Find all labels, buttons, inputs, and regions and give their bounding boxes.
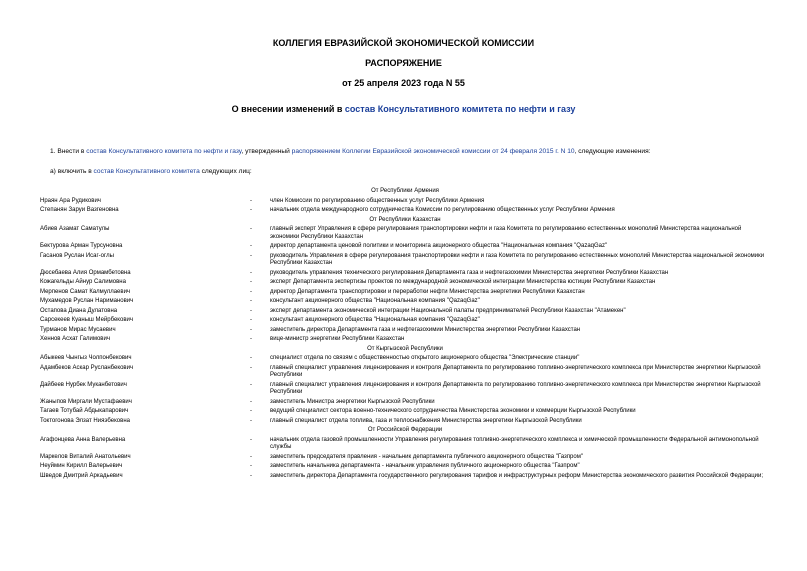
member-row: [40, 381, 770, 398]
member-row: [40, 252, 770, 269]
member-row: [40, 316, 770, 326]
member-name: Хеннов Асхат Галимович: [40, 336, 110, 342]
member-name: Остапова Диана Дулатовна: [40, 307, 118, 314]
p2-text-a: а) включить в: [50, 168, 94, 175]
member-dash: -: [250, 336, 252, 342]
member-name: Дюсебаева Алия Ормамбетовна: [40, 269, 131, 276]
member-dash: -: [250, 472, 252, 479]
member-name: Агафонцева Анна Валерьевна: [40, 436, 126, 443]
p1-link-committee[interactable]: состав Консультативного комитета по нефти и газу: [86, 148, 242, 155]
member-name: Дайбеев Нурбек Муканбетович: [40, 381, 127, 388]
p1-text-c: , утвержденный: [241, 148, 292, 155]
section-title: От Российской Федерации: [367, 427, 443, 433]
member-position: заместитель Министра энергетики Кыргызской Республики: [270, 398, 435, 405]
member-dash: -: [250, 269, 252, 276]
p2-text-c: следующих лиц:: [199, 168, 252, 175]
member-row: [40, 288, 770, 298]
member-name: Кожагельды Айнур Салимовна: [40, 279, 126, 285]
member-position: заместитель начальника департамента - начальник управления публичного акционерного общества "Газпром": [270, 463, 580, 469]
document-date: от 25 апреля 2023 года N 55: [342, 78, 465, 88]
p1-text-a: 1. Внести в: [50, 148, 87, 155]
member-dash: -: [250, 226, 252, 232]
member-row: [40, 242, 770, 252]
member-position: заместитель директора Департамента государственного регулирования тарифов и инфраструктурных реформ Министерства экономического развития Российской Федерации;: [270, 472, 764, 479]
member-row: [40, 354, 770, 364]
member-name: Мухамедов Руслан Нариманович: [40, 298, 134, 304]
member-name: Токтогонова Элзат Нияэбековна: [40, 417, 130, 424]
paragraph-2: [50, 168, 252, 175]
member-position: член Комиссии по регулированию общественных услуг Республики Армения: [270, 197, 485, 204]
member-position: эксперт департамента экономической интеграции Национальной палаты предпринимателей Республики Казахстан "Атамекен": [270, 307, 626, 314]
section-title: От Республики Казахстан: [369, 216, 441, 223]
member-dash: -: [250, 307, 252, 314]
member-name: Абыкеев Чынгыз Чолпонбекович: [40, 355, 132, 361]
member-position: директор департамента ценовой политики и мониторинга акционерного общества "Национальная компания "QazaqGaz": [270, 243, 608, 249]
member-position: главный специалист управления лицензирования и контроля Департамента по регулированию топливно-энергетического комплекса при Министерстве энергетики Кыргызской Республики: [270, 364, 761, 378]
member-position: руководитель управления технического регулирования Департамента газа и нефтегазохимии Министерства энергетики Республики Казахстан: [270, 269, 669, 276]
member-row: [40, 453, 770, 463]
member-name: Турманов Мирас Мусаевич: [40, 326, 116, 333]
p2-link-committee[interactable]: состав Консультативного комитета: [93, 168, 200, 175]
member-dash: -: [250, 317, 252, 323]
section-title: От Республики Армения: [371, 188, 439, 194]
member-dash: -: [250, 288, 252, 295]
member-row: [40, 335, 770, 345]
member-name: Абиев Азамат Саматулы: [40, 226, 110, 232]
section-header: [40, 426, 770, 436]
member-position: директор Департамента транспортировки и переработки нефти Министерства энергетики Республики Казахстан: [270, 288, 585, 295]
org-title: КОЛЛЕГИЯ ЕВРАЗИЙСКОЙ ЭКОНОМИЧЕСКОЙ КОМИССИИ: [272, 38, 535, 48]
member-position: консультант акционерного общества "Национальная компания "QazaqGaz": [270, 317, 480, 323]
member-dash: -: [250, 298, 252, 304]
member-name: Сарсекеев Куаныш Мейрбекович: [40, 317, 133, 323]
member-row: [40, 364, 770, 381]
member-row: [40, 462, 770, 472]
section-header: [40, 187, 770, 197]
p1-link-order[interactable]: распоряжением Коллегии Евразийской экономической комиссии от 24 февраля 2015 г. N 10: [291, 148, 575, 155]
member-dash: -: [250, 355, 252, 361]
member-name: Бектурова Арман Турсуновна: [40, 243, 123, 249]
member-position: специалист отдела по связям с общественностью открытого акционерного общества "Электрические станции": [270, 355, 580, 361]
member-row: [40, 398, 770, 408]
member-position: начальник отдела газовой промышленности Управления регулирования топливно-энергетического комплекса и химической промышленности Федеральной антимонопольной службы: [270, 436, 759, 450]
member-row: [40, 436, 770, 453]
section-title: От Кыргызской Республики: [367, 345, 443, 352]
member-row: [40, 197, 770, 207]
member-name: Маркелов Виталий Анатольевич: [40, 453, 131, 460]
document-type: РАСПОРЯЖЕНИЕ: [365, 58, 442, 68]
member-position: консультант акционерного общества "Национальная компания "QazaqGaz": [270, 298, 480, 304]
section-header: [40, 345, 770, 355]
member-position: главный эксперт Управления в сфере регулирования транспортировки нефти и газа Комитета по регулированию естественных монополий Министерства национальной экономики Республики Казахстан: [270, 226, 742, 240]
member-dash: -: [250, 207, 252, 213]
member-name: Тагаев Тотубай Абдыкапарович: [40, 408, 129, 414]
member-dash: -: [250, 252, 252, 259]
member-dash: -: [250, 398, 252, 405]
member-name: Жаныпов Миргали Мустафаевич: [40, 398, 132, 405]
member-row: [40, 307, 770, 317]
member-row: [40, 297, 770, 307]
member-position: ведущий специалист сектора военно-технического сотрудничества Министерства экономики и коммерции Кыргызской Республики: [270, 408, 636, 414]
member-dash: -: [250, 381, 252, 388]
paragraph-1: [50, 148, 651, 155]
p1-text-e: , следующие изменения:: [574, 148, 651, 155]
member-name: Мерпенов Самат Калмуллаевич: [40, 288, 131, 295]
member-position: эксперт Департамента экспертизы проектов по международной экономической интеграции Министерства юстиции Республики Казахстан: [270, 279, 656, 285]
member-name: Неуймин Кирилл Валерьевич: [40, 463, 123, 469]
heading-prefix: О внесении изменений в: [231, 104, 345, 114]
member-dash: -: [250, 243, 252, 249]
member-dash: -: [250, 463, 252, 469]
members-table: [40, 187, 770, 481]
member-row: [40, 278, 770, 288]
member-position: начальник отдела международного сотрудничества Комиссии по регулированию общественных услуг Республики Армения: [270, 207, 615, 213]
member-name: Шведов Дмитрий Аркадьевич: [40, 472, 123, 479]
member-name: Нраян Ара Рудикович: [40, 197, 101, 204]
member-name: Степанян Заруи Вазгеновна: [40, 207, 119, 213]
member-row: [40, 417, 770, 427]
document-heading: [0, 104, 807, 114]
member-position: руководитель Управления в сфере регулирования транспортировки нефти и газа Комитета по регулированию естественных монополий Министерства национальной экономики Республики Казахстан: [270, 252, 765, 266]
member-dash: -: [250, 364, 252, 371]
member-position: заместитель директора Департамента газа и нефтегазохимии Министерства энергетики Республики Казахстан: [270, 326, 581, 333]
member-dash: -: [250, 197, 252, 204]
member-row: [40, 472, 770, 482]
heading-link[interactable]: состав Консультативного комитета по нефти и газу: [344, 104, 576, 114]
member-row: [40, 326, 770, 336]
member-dash: -: [250, 408, 252, 414]
member-position: главный специалист отдела топлива, газа и теплоснабжения Министерства энергетики Кыргызской Республики: [270, 417, 582, 424]
member-row: [40, 206, 770, 216]
member-row: [40, 225, 770, 242]
member-name: Адамбеков Аскар Русланбекович: [40, 364, 134, 371]
member-dash: -: [250, 417, 252, 424]
member-dash: -: [250, 279, 252, 285]
section-header: [40, 216, 770, 226]
member-dash: -: [250, 436, 252, 443]
member-row: [40, 269, 770, 279]
member-row: [40, 407, 770, 417]
member-position: заместитель председателя правления - начальник департамента публичного акционерного общества "Газпром": [270, 453, 583, 460]
member-dash: -: [250, 326, 252, 333]
member-position: главный специалист управления лицензирования и контроля Департамента по регулированию топливно-энергетического комплекса при Министерстве энергетики Кыргызской Республики: [270, 381, 761, 395]
member-position: вице-министр энергетики Республики Казахстан: [270, 336, 405, 342]
member-dash: -: [250, 453, 252, 460]
member-name: Гасанов Руслан Исаг-оглы: [40, 252, 114, 259]
